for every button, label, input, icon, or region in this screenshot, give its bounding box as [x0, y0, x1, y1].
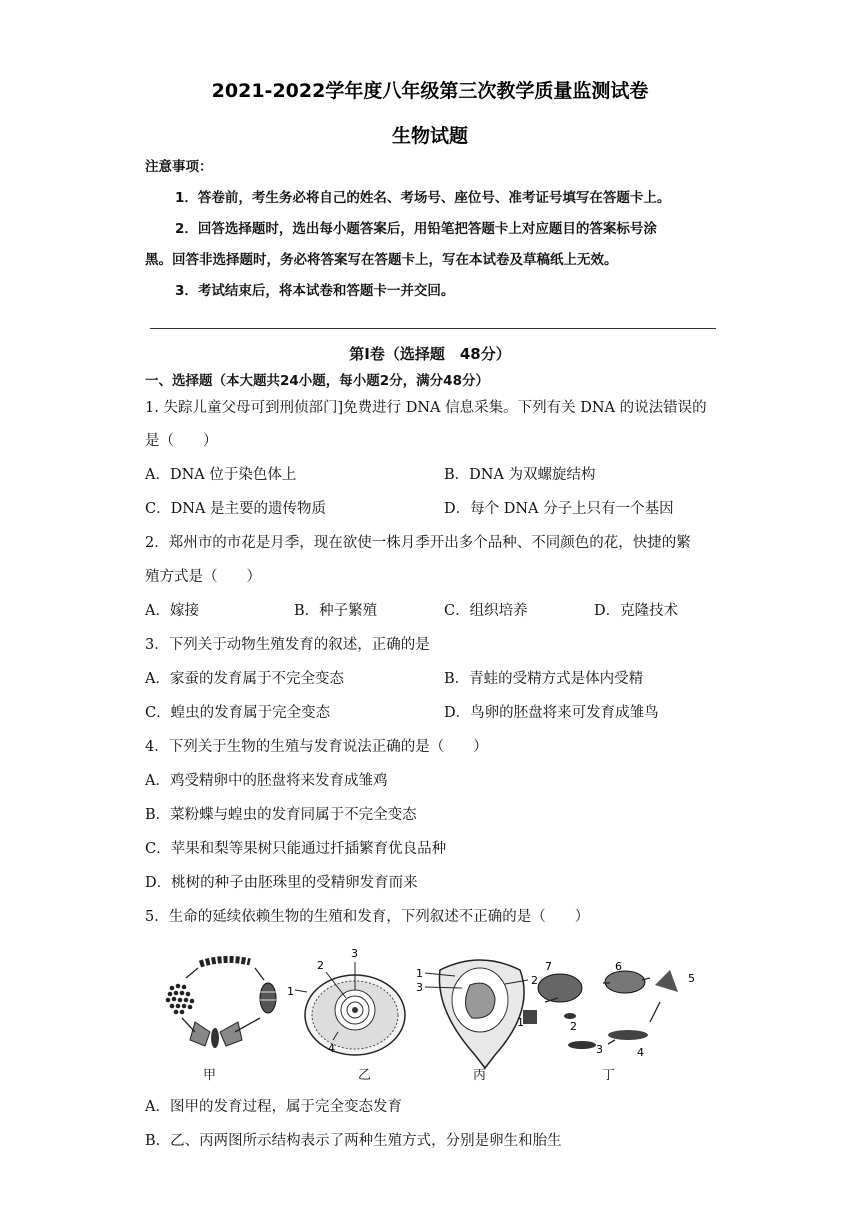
subject-title: 生物试题	[391, 125, 468, 147]
notice-item-1: 1．答卷前，考生务必将自己的姓名、考场号、座位号、准考证号填写在答题卡上。	[175, 190, 671, 206]
q2-option-b: B．种子繁殖	[294, 603, 378, 619]
frog-num-2: 2	[570, 1020, 577, 1033]
q1-stem-line-1: 1. 失踪儿童父母可到刑侦部门]免费进行 DNA 信息采集。下列有关 DNA 的说法错误的	[145, 400, 707, 416]
q4-option-c: C．苹果和梨等果树只能通过扦插繁育优良品种	[145, 841, 447, 857]
eggs-cluster	[166, 984, 195, 1015]
frog-num-1: 1	[517, 1016, 524, 1029]
figure-yi-egg-structure	[287, 947, 405, 1055]
notice-item-2-line-1: 2．回答选择题时，选出每小题答案后，用铅笔把答题卡上对应题目的答案标号涂	[175, 221, 657, 237]
q4-stem: 4．下列关于生物的生殖与发育说法正确的是（ ）	[145, 739, 488, 755]
q5-stem: 5．生命的延续依赖生物的生殖和发育，下列叙述不正确的是（ ）	[145, 909, 590, 925]
frog-num-6: 6	[615, 960, 622, 973]
pupa-drawing	[260, 983, 276, 1013]
figure-label-ding: 丁	[602, 1068, 616, 1083]
q3-stem: 3．下列关于动物生殖发育的叙述，正确的是	[145, 637, 430, 653]
q3-option-a: A．家蚕的发育属于不完全变态	[145, 671, 344, 687]
q5-option-b: B．乙、丙两图所示结构表示了两种生殖方式，分别是卵生和胎生	[145, 1133, 562, 1149]
figure-ding-frog-cycle	[517, 960, 695, 1059]
egg-num-3: 3	[351, 947, 358, 960]
figure-jia-silkworm-cycle	[166, 959, 276, 1048]
q1-option-c: C．DNA 是主要的遗传物质	[145, 501, 326, 517]
q4-option-b: B．菜粉蝶与蝗虫的发育同属于不完全变态	[145, 807, 417, 823]
q2-stem-line-1: 2．郑州市的市花是月季，现在欲使一株月季开出多个品种、不同颜色的花，快捷的繁	[145, 535, 691, 551]
q5-option-a: A．图甲的发育过程，属于完全变态发育	[145, 1099, 402, 1115]
q2-option-c: C．组织培养	[444, 603, 528, 619]
cycle-arrows	[182, 968, 264, 1032]
notice-heading: 注意事项：	[145, 159, 213, 175]
q3-option-b: B．青蛙的受精方式是体内受精	[444, 671, 644, 687]
notice-item-3: 3．考试结束后，将本试卷和答题卡一并交回。	[175, 283, 455, 299]
q1-option-d: D．每个 DNA 分子上只有一个基因	[444, 501, 674, 517]
q1-option-b: B．DNA 为双螺旋结构	[444, 467, 596, 483]
frog-num-3: 3	[596, 1043, 603, 1056]
section-divider	[150, 328, 716, 329]
egg-num-2: 2	[317, 959, 324, 972]
larva-drawing	[200, 959, 250, 964]
q2-option-a: A．嫁接	[145, 603, 199, 619]
q3-option-d: D．鸟卵的胚盘将来可发育成雏鸟	[444, 705, 659, 721]
q3-option-c: C．蝗虫的发育属于完全变态	[145, 705, 331, 721]
moth-drawing	[190, 1022, 242, 1048]
q5-figure	[150, 940, 710, 1080]
q2-option-d: D．克隆技术	[594, 603, 679, 619]
q4-option-d: D．桃树的种子由胚珠里的受精卵发育而来	[145, 875, 418, 891]
frog-num-4: 4	[637, 1046, 644, 1059]
notice-item-2-line-2: 黑。回答非选择题时，务必将答案写在答题卡上，写在本试卷及草稿纸上无效。	[145, 252, 618, 268]
egg-num-4: 4	[328, 1042, 335, 1055]
q4-option-a: A．鸡受精卵中的胚盘将来发育成雏鸡	[145, 773, 388, 789]
figure-label-bing: 丙	[473, 1068, 487, 1083]
figure-bing-fetus	[416, 960, 538, 1068]
section-title: 第Ⅰ卷（选择题 48分）	[349, 345, 511, 363]
fetus-num-1: 1	[416, 967, 423, 980]
fetus-num-3: 3	[416, 981, 423, 994]
frog-num-7: 7	[545, 960, 552, 973]
part-heading: 一、选择题（本大题共24小题，每小题2分，满分48分）	[145, 373, 489, 389]
figure-label-yi: 乙	[358, 1068, 372, 1083]
q1-stem-line-2: 是（ ）	[145, 433, 218, 449]
q2-stem-line-2: 殖方式是（ ）	[145, 569, 261, 585]
fetus-num-2: 2	[531, 974, 538, 987]
egg-num-1: 1	[287, 985, 294, 998]
q1-option-a: A．DNA 位于染色体上	[145, 467, 297, 483]
frog-num-5: 5	[688, 972, 695, 985]
exam-title: 2021-2022学年度八年级第三次教学质量监测试卷	[211, 80, 649, 102]
figure-label-jia: 甲	[203, 1068, 217, 1083]
